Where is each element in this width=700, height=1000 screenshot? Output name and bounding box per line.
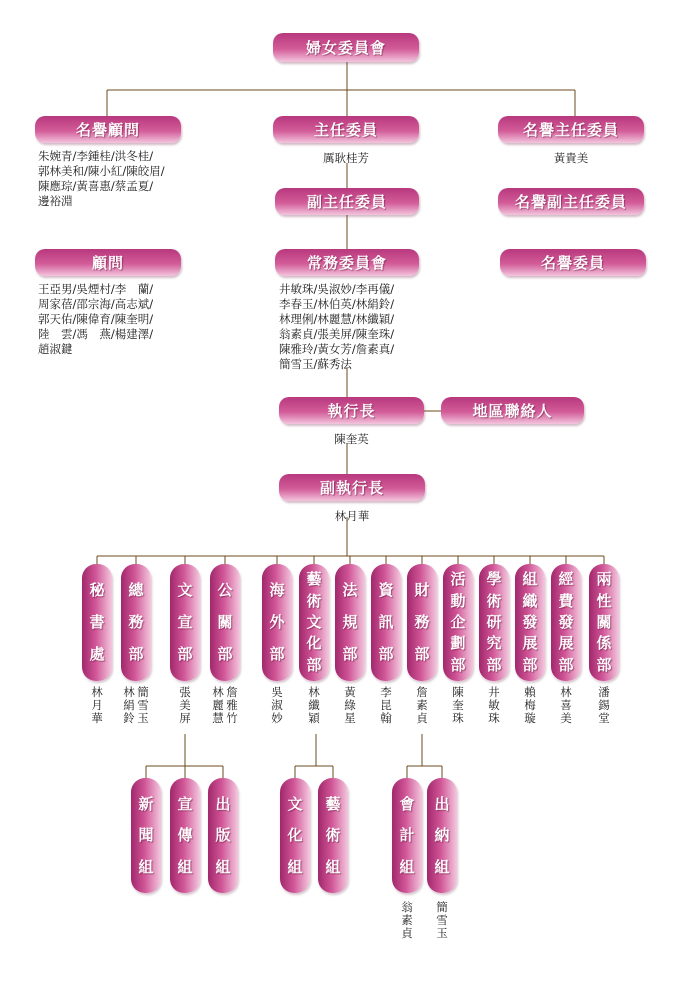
pill-char: 織 [522,591,538,610]
pill-char: 訊 [378,613,394,631]
pill-char: 規 [342,613,358,631]
name-column: 簡 雪 玉 [436,900,448,940]
pill-char: 組 [287,857,303,876]
pill-char: 究 [486,634,502,653]
subgroup-4 [280,778,310,893]
pill-char: 納 [434,826,450,844]
vice-ceo-name: 林月華 [334,509,370,523]
name-line: 王亞男/吳煙村/李 蘭/ [38,282,154,296]
name-line: 翁素貞/張美屏/陳奎珠/ [279,327,395,341]
name-column: 簡 雪 玉 [137,685,149,725]
name-column: 潘 錫 堂 [598,685,610,725]
department-9-names [416,686,428,725]
advisor-names [38,282,198,357]
department-11 [479,564,509,681]
pill-char: 術 [306,591,322,610]
department-5-names [271,686,283,725]
name-line: 陳雅玲/黃女芳/詹素真/ [279,342,395,356]
pill-char: 費 [558,591,574,610]
subgroup-7-names [436,901,448,940]
pill-char: 資 [378,581,394,599]
name-line: 陸 雲/馮 燕/楊建澤/ [38,327,154,341]
department-6 [299,564,329,681]
department-4-names [212,686,238,725]
name-column: 林 喜 美 [560,685,572,725]
honorary-chair-name: 黃貴美 [553,151,589,165]
honorary-advisor-names [38,149,198,209]
vice-chair-node: 副主任委員 [275,188,419,215]
pill-char: 務 [128,613,144,631]
pill-char: 關 [596,612,612,631]
department-13-names [560,686,572,725]
top-node: 婦女委員會 [273,33,419,62]
pill-char: 組 [177,857,193,876]
pill-char: 部 [378,645,394,663]
name-line: 簡雪玉/蘇秀法 [279,357,352,371]
department-2 [121,564,151,681]
pill-char: 宣 [177,794,193,813]
pill-char: 組 [434,857,450,876]
name-column: 林 纖 穎 [308,685,320,725]
pill-char: 外 [269,613,285,631]
chair-node: 主任委員 [273,116,419,143]
department-9 [407,564,437,681]
honorary-advisor-node: 名譽顧問 [35,116,181,143]
pill-char: 研 [486,612,502,631]
pill-char: 出 [434,794,450,813]
department-14 [589,564,619,681]
pill-char: 海 [269,581,285,599]
subgroup-6 [392,778,422,893]
department-2-names [123,686,149,725]
subgroup-3 [208,778,238,893]
pill-char: 發 [522,612,538,631]
ceo-name: 陳奎英 [334,432,369,446]
name-column: 吳 淑 妙 [271,685,283,725]
chair-name: 厲耿桂芳 [323,151,369,165]
pill-char: 部 [177,645,193,663]
pill-char: 計 [399,826,415,844]
subgroup-6-names [401,901,413,940]
pill-char: 部 [342,645,358,663]
pill-char: 發 [558,612,574,631]
pill-char: 總 [128,581,144,599]
department-12-names [524,686,536,725]
pill-char: 書 [89,613,105,631]
department-3 [170,564,200,681]
department-4 [210,564,240,681]
name-line: 郭林美和/陳小紅/陳皎眉/ [38,164,165,178]
subgroup-7 [427,778,457,893]
department-12 [515,564,545,681]
ceo-node: 執行長 [279,397,424,424]
pill-char: 出 [215,794,231,813]
honorary-chair-node: 名譽主任委員 [498,116,644,143]
name-line: 郭天佑/陳偉育/陳奎明/ [38,312,154,326]
pill-char: 組 [325,857,341,876]
department-6-names [308,686,320,725]
name-column: 詹 雅 竹 [226,685,238,725]
pill-char: 處 [89,645,105,663]
department-5 [262,564,292,681]
pill-char: 版 [215,826,231,844]
name-line: 陳應琮/黃喜惠/蔡孟夏/ [38,179,154,193]
pill-char: 化 [306,634,322,653]
name-column: 李 昆 翰 [380,685,392,725]
department-11-names [488,686,500,725]
department-7 [335,564,365,681]
pill-char: 術 [486,591,502,610]
name-line: 周家蓓/邵宗海/高志斌/ [38,297,154,311]
pill-char: 部 [450,655,466,674]
pill-char: 兩 [596,570,612,589]
pill-char: 會 [399,794,415,813]
pill-char: 化 [287,826,303,844]
pill-char: 部 [558,655,574,674]
pill-char: 財 [414,581,430,599]
pill-char: 秘 [89,581,105,599]
department-10 [443,564,473,681]
pill-char: 部 [596,655,612,674]
pill-char: 藝 [325,794,341,813]
pill-char: 性 [596,591,612,610]
name-column: 黃 綠 星 [344,685,356,725]
pill-char: 文 [287,794,303,813]
vice-ceo-node: 副執行長 [279,474,425,501]
name-column: 賴 梅 璇 [524,685,536,725]
pill-char: 學 [486,570,502,589]
pill-char: 部 [217,645,233,663]
standing-committee-node: 常務委員會 [275,249,419,276]
pill-char: 經 [558,570,574,589]
pill-char: 動 [450,591,466,610]
department-13 [551,564,581,681]
pill-char: 關 [217,613,233,631]
pill-char: 企 [450,612,466,631]
pill-char: 文 [177,581,193,599]
pill-char: 組 [138,857,154,876]
name-line: 邊裕淵 [38,194,73,208]
subgroup-1 [131,778,161,893]
department-3-names [179,686,191,725]
name-column: 陳 奎 珠 [452,685,464,725]
pill-char: 組 [522,570,538,589]
pill-char: 部 [414,645,430,663]
name-line: 朱婉青/李鍾桂/洪冬桂/ [38,149,154,163]
pill-char: 部 [522,655,538,674]
pill-char: 文 [306,612,322,631]
pill-char: 傳 [177,826,193,844]
name-column: 井 敏 珠 [488,685,500,725]
pill-char: 部 [486,655,502,674]
department-10-names [452,686,464,725]
pill-char: 務 [414,613,430,631]
pill-char: 聞 [138,826,154,844]
subgroup-2 [170,778,200,893]
name-line: 林理俐/林麗慧/林纖穎/ [279,312,395,326]
honorary-member-node: 名譽委員 [500,249,646,276]
name-column: 林 絹 鈴 [123,685,135,725]
department-8 [371,564,401,681]
honorary-vice-chair-node: 名譽副主任委員 [498,188,644,215]
pill-char: 公 [217,581,233,599]
department-1-names [91,686,103,725]
pill-char: 新 [138,794,154,813]
department-14-names [598,686,610,725]
standing-committee-names [279,282,439,372]
liaison-node: 地區聯絡人 [441,397,584,424]
pill-char: 部 [269,645,285,663]
name-column: 林 麗 慧 [212,685,224,725]
pill-char: 展 [558,634,574,653]
pill-char: 活 [450,570,466,589]
department-8-names [380,686,392,725]
name-column: 翁 素 貞 [401,900,413,940]
department-7-names [344,686,356,725]
pill-char: 藝 [306,570,322,589]
name-line: 井敏珠/吳淑妙/李再儀/ [279,282,395,296]
pill-char: 組 [215,857,231,876]
pill-char: 劃 [450,634,466,653]
pill-char: 法 [342,581,358,599]
pill-char: 組 [399,857,415,876]
pill-char: 宣 [177,613,193,631]
pill-char: 術 [325,826,341,844]
pill-char: 展 [522,634,538,653]
name-line: 趙淑鍵 [38,342,73,356]
name-column: 張 美 屏 [179,685,191,725]
department-1 [82,564,112,681]
name-column: 林 月 華 [91,685,103,725]
name-line: 李春玉/林伯英/林絹鈴/ [279,297,395,311]
subgroup-5 [318,778,348,893]
name-column: 詹 素 貞 [416,685,428,725]
pill-char: 部 [306,655,322,674]
pill-char: 係 [596,634,612,653]
advisor-node: 顧問 [35,249,181,276]
pill-char: 部 [128,645,144,663]
